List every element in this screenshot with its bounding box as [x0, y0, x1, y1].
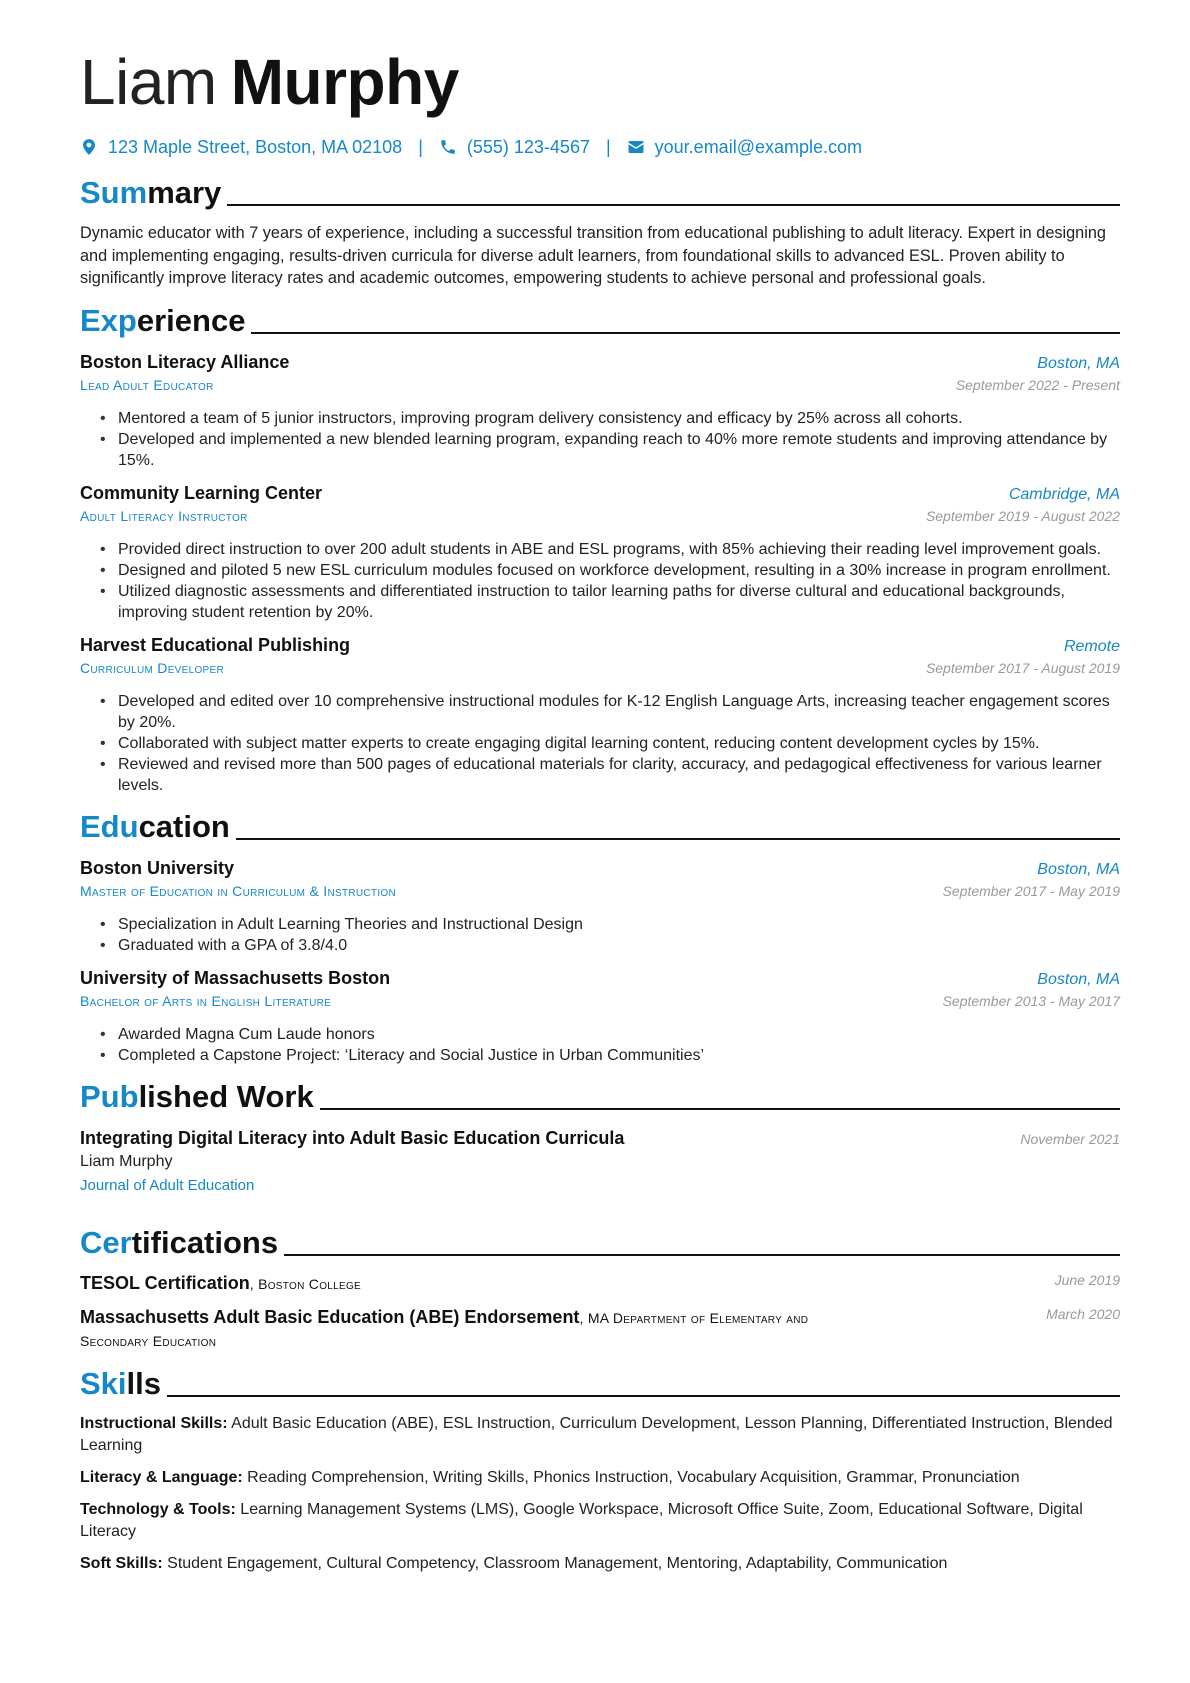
- section-rule: [167, 1395, 1120, 1397]
- skill-label: Technology & Tools:: [80, 1500, 236, 1518]
- bullet-item: • Awarded Magna Cum Laude honors: [118, 1024, 1120, 1045]
- certification-date: March 2020: [1046, 1305, 1120, 1322]
- title-rest: lls: [126, 1365, 161, 1401]
- job-title: Adult Literacy Instructor: [80, 507, 248, 524]
- job-bullets: [80, 408, 1120, 471]
- phone-text: (555) 123-4567: [466, 136, 590, 157]
- email-item[interactable]: [627, 137, 862, 158]
- certification-entry: Massachusetts Adult Basic Education (ABE) Endorsement, MA Department of Elementary and Secondary Education March 2020: [80, 1305, 1120, 1349]
- section-rule: [320, 1108, 1120, 1110]
- job-title: Curriculum Developer: [80, 659, 225, 676]
- last-name: Murphy: [230, 46, 459, 118]
- published-heading: [80, 1078, 1120, 1116]
- experience-entry: [80, 350, 1120, 471]
- degree-title: Master of Education in Curriculum & Instruction: [80, 882, 397, 899]
- section-title: [80, 808, 230, 846]
- skill-label: Literacy & Language:: [80, 1468, 243, 1486]
- section-rule: [251, 332, 1120, 334]
- education-entry: [80, 966, 1120, 1066]
- title-rest: cation: [138, 808, 230, 844]
- envelope-icon: [627, 138, 645, 156]
- skill-values: Student Engagement, Cultural Competency, Classroom Management, Mentoring, Adaptability, Communication: [167, 1554, 948, 1572]
- education-heading: [80, 808, 1120, 846]
- section-rule: [227, 204, 1120, 206]
- candidate-name: [80, 40, 1120, 124]
- certifications-heading: [80, 1224, 1120, 1262]
- job-location: Cambridge, MA: [1008, 485, 1120, 503]
- skill-label: Instructional Skills:: [80, 1414, 228, 1432]
- summary-heading: [80, 174, 1120, 212]
- title-accent: Pub: [80, 1078, 139, 1114]
- school-location: Boston, MA: [1037, 860, 1120, 878]
- title-rest: lished Work: [138, 1078, 314, 1114]
- school-dates: September 2013 - May 2017: [942, 992, 1120, 1009]
- skill-group: [80, 1467, 1120, 1489]
- skill-label: Soft Skills:: [80, 1554, 163, 1572]
- school-dates: September 2017 - May 2019: [942, 882, 1120, 899]
- publication-author: Liam Murphy: [80, 1152, 173, 1170]
- bullet-item: • Mentored a team of 5 junior instructors, improving program delivery consistency and efficacy by 25% across all cohorts.: [118, 408, 1120, 429]
- title-accent: Sum: [80, 175, 148, 210]
- title-accent: Exp: [80, 302, 137, 338]
- job-location: Remote: [1063, 637, 1120, 655]
- skill-values: Learning Management Systems (LMS), Google Workspace, Microsoft Office Suite, Zoom, Educational Software, Digital Literacy: [80, 1500, 1083, 1540]
- publication-entry: [80, 1126, 1120, 1198]
- job-bullets: [80, 539, 1120, 623]
- section-title: [80, 1078, 314, 1116]
- school-location: Boston, MA: [1037, 970, 1120, 988]
- job-dates: September 2017 - August 2019: [925, 659, 1120, 676]
- resume-content: [80, 40, 1120, 1575]
- bullet-item: • Developed and implemented a new blended learning program, expanding reach to 40% more remote students and improving attendance by 15%.: [118, 429, 1120, 471]
- certification-issuer: MA Department of Elementary and Secondary Education: [80, 1309, 809, 1349]
- phone-icon: [439, 138, 457, 156]
- contact-line: [80, 132, 1120, 162]
- skill-values: Reading Comprehension, Writing Skills, Phonics Instruction, Vocabulary Acquisition, Grammar, Pronunciation: [247, 1468, 1020, 1486]
- map-marker-icon: [80, 138, 98, 156]
- title-rest: mary: [147, 175, 222, 210]
- bullet-item: • Utilized diagnostic assessments and differentiated instruction to tailor learning paths for diverse cultural and educational backgrounds, improving student retention by 20%.: [118, 581, 1120, 623]
- publication-journal: Journal of Adult Education: [80, 1176, 255, 1194]
- skill-values: Adult Basic Education (ABE), ESL Instruction, Curriculum Development, Lesson Planning, Differentiated Instruction, Blended Learning: [80, 1414, 1113, 1454]
- contact-separator: |: [605, 136, 611, 157]
- skill-group: [80, 1499, 1120, 1543]
- publication-date: November 2021: [1020, 1130, 1120, 1147]
- section-title: [80, 1365, 161, 1403]
- job-title: Lead Adult Educator: [80, 376, 214, 393]
- title-accent: Ski: [80, 1365, 127, 1401]
- title-accent: Cer: [80, 1224, 132, 1260]
- phone-item[interactable]: [439, 137, 590, 158]
- job-dates: September 2019 - August 2022: [925, 507, 1120, 524]
- section-rule: [236, 838, 1120, 840]
- certification-name: TESOL Certification: [80, 1272, 250, 1293]
- bullet-item: • Designed and piloted 5 new ESL curriculum modules focused on workforce development, resulting in a 30% increase in program enrollment.: [118, 560, 1120, 581]
- section-rule: [284, 1254, 1120, 1256]
- bullet-item: • Reviewed and revised more than 500 pages of educational materials for clarity, accuracy, and pedagogical effectiveness for various learner levels.: [118, 754, 1120, 796]
- section-title: [80, 1224, 278, 1262]
- certification-name: Massachusetts Adult Basic Education (ABE) Endorsement: [80, 1306, 580, 1327]
- bullet-item: • Provided direct instruction to over 200 adult students in ABE and ESL programs, with 85% achieving their reading level improvement goals.: [118, 539, 1120, 560]
- skill-group: [80, 1413, 1120, 1457]
- education-bullets: [80, 1024, 1120, 1066]
- experience-entry: [80, 481, 1120, 623]
- title-rest: erience: [136, 302, 246, 338]
- address-text: 123 Maple Street, Boston, MA 02108: [108, 136, 403, 157]
- job-dates: September 2022 - Present: [955, 376, 1120, 393]
- job-location: Boston, MA: [1037, 354, 1120, 372]
- school-name: Boston University: [80, 857, 235, 878]
- experience-heading: [80, 302, 1120, 340]
- certification-entry: TESOL Certification, Boston College June 2019: [80, 1271, 1120, 1293]
- section-title: [80, 174, 221, 212]
- job-bullets: [80, 691, 1120, 796]
- bullet-item: • Completed a Capstone Project: ‘Literacy and Social Justice in Urban Communities’: [118, 1045, 1120, 1066]
- email-link: your.email@example.com: [654, 136, 863, 157]
- address-item: [80, 137, 402, 158]
- bullet-item: • Developed and edited over 10 comprehensive instructional modules for K-12 English Language Arts, increasing teacher engagement scores by 20%.: [118, 691, 1120, 733]
- skills-heading: [80, 1365, 1120, 1403]
- section-title: [80, 302, 245, 340]
- certification-issuer: Boston College: [258, 1275, 362, 1292]
- contact-separator: |: [418, 136, 423, 157]
- employer-name: Harvest Educational Publishing: [80, 634, 351, 655]
- bullet-item: • Graduated with a GPA of 3.8/4.0: [118, 935, 1120, 956]
- school-name: University of Massachusetts Boston: [80, 967, 391, 988]
- education-bullets: [80, 914, 1120, 956]
- employer-name: Community Learning Center: [80, 482, 323, 503]
- education-entry: [80, 856, 1120, 956]
- certification-date: June 2019: [1054, 1271, 1120, 1288]
- summary-text: Dynamic educator with 7 years of experience, including a successful transition from educational publishing to adult literacy. Expert in designing and implementing engaging, results-driven curricula for diverse adult learners, from foundational skills to advanced ESL. Proven ability to significantly improve literacy rates and academic outcomes, empowering students to achieve personal and professional goals.: [80, 224, 1106, 287]
- title-accent: Edu: [80, 808, 139, 844]
- first-name: Liam: [80, 46, 217, 118]
- bullet-item: • Specialization in Adult Learning Theories and Instructional Design: [118, 914, 1120, 935]
- skill-group: [80, 1553, 1120, 1575]
- degree-title: Bachelor of Arts in English Literature: [80, 992, 332, 1009]
- title-rest: tifications: [131, 1224, 279, 1260]
- experience-entry: [80, 633, 1120, 796]
- bullet-item: • Collaborated with subject matter experts to create engaging digital learning content, reducing content development cycles by 15%.: [118, 733, 1120, 754]
- publication-title: Integrating Digital Literacy into Adult Basic Education Curricula: [80, 1127, 625, 1148]
- employer-name: Boston Literacy Alliance: [80, 351, 290, 372]
